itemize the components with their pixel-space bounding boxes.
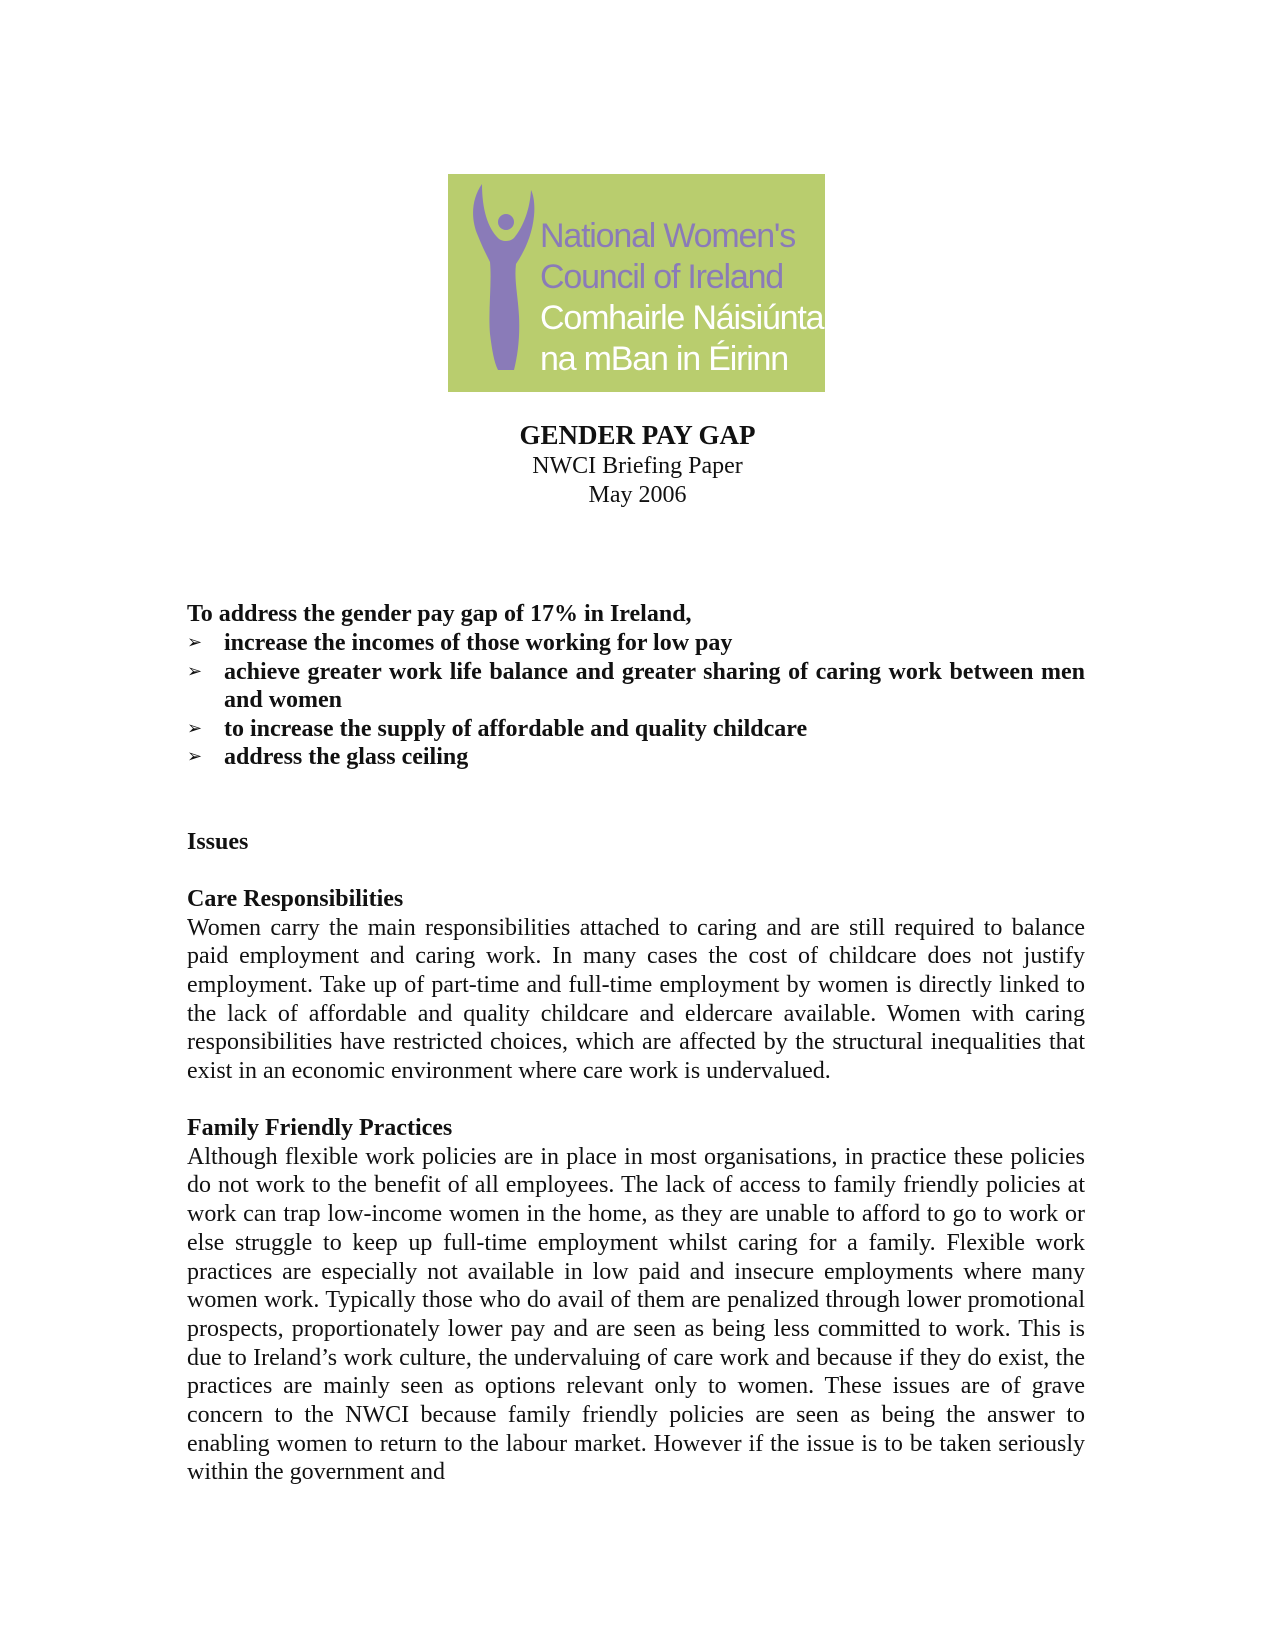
section-body-family-friendly-practices: Although flexible work policies are in place in most organisations, in practice these policies do not work to the benefit of all employees. The lack of access to family friendly policies at work can trap low-income women in the home, as they are unable to afford to go to work or else struggle to keep up full-time employment whilst caring for a family. Flexible work practices are especially not available in low paid and insecure employments where many women work. Typically those who do avail of them are penalized through lower promotional prospects, proportionately lower pay and are seen as being less committed to work. This is due to Ireland’s work culture, the undervaluing of care work and because if they do exist, the practices are mainly seen as options relevant only to women. These issues are of grave concern to the NWCI because family friendly policies are seen as being the answer to enabling women to return to the labour market. However if the issue is to be taken seriously within the government and [187,1143,1085,1486]
arrow-bullet-icon: ➢ [187,660,203,682]
list-item [187,629,1085,658]
list-item-text: to increase the supply of affordable and quality childcare [224,715,808,742]
logo-wordmark [540,216,823,380]
list-item-text: address the glass ceiling [224,744,469,770]
list-item-text: increase the incomes of those working for low pay [224,630,733,656]
document-header [0,418,1275,510]
list-item [187,715,1085,744]
document-subtitle: NWCI Briefing Paper [532,453,743,479]
issues-heading: Issues [187,828,249,855]
nwci-logo [448,174,825,392]
section-heading-family-friendly-practices: Family Friendly Practices [187,1114,453,1141]
arrow-bullet-icon: ➢ [187,746,203,767]
list-item-text: achieve greater work life balance and greater sharing of caring work between men and women [224,658,1085,713]
document-date: May 2006 [588,482,687,508]
list-item [187,658,1085,715]
document-title: GENDER PAY GAP [519,420,756,450]
logo-line-english-1: National Women's [540,217,796,255]
arrow-bullet-icon: ➢ [187,632,203,653]
aims-list [187,629,1085,772]
intro-lead: To address the gender pay gap of 17% in Ireland, [187,601,692,627]
document-body [187,600,1085,1487]
raised-arms-figure-icon [468,184,538,374]
logo-line-english-2: Council of Ireland [540,258,783,296]
section-heading-care-responsibilities: Care Responsibilities [187,885,404,912]
logo-line-irish-2: na mBan in Éirinn [540,340,788,378]
logo-line-irish-1: Comhairle Náisiúnta [540,299,824,337]
section-body-care-responsibilities: Women carry the main responsibilities attached to caring and are still required to balance paid employment and caring work. In many cases the cost of childcare does not justify employment. Take up of part-time and full-time employment by women is directly linked to the lack of affordable and quality childcare and eldercare available. Women with caring responsibilities have restricted choices, which are affected by the structural inequalities that exist in an economic environment where care work is undervalued. [187,914,1085,1085]
list-item [187,743,1085,772]
arrow-bullet-icon: ➢ [187,717,203,739]
